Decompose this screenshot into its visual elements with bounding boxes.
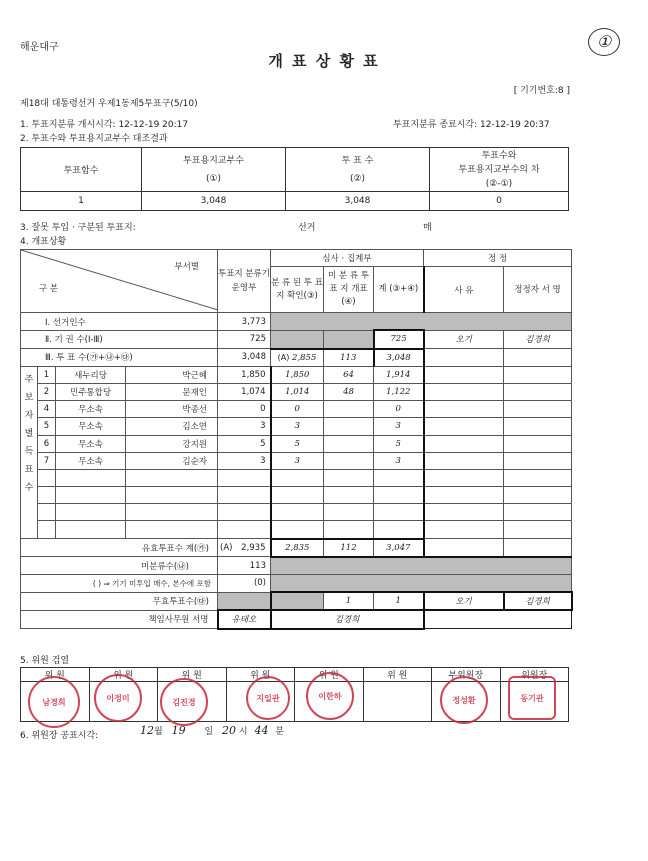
col-box-count: 투표함수 — [21, 148, 142, 192]
inspection-table: 위 원 위 원 위 원 위 원 위 원 위 원 부위원장 위원장 — [20, 667, 569, 722]
section-5-label: 5. 위원 검열 — [20, 656, 70, 666]
member-seal-5: 이한하 — [306, 672, 354, 720]
member-seal-3: 김진경 — [160, 678, 208, 726]
section-4-label: 4. 개표상황 — [20, 237, 67, 247]
member-seal-1: 남경희 — [28, 676, 80, 728]
election-name: 제18대 대통령선거 우제1동제5투표구(5/10) — [20, 99, 198, 109]
ballot-compare-table: 투표함수 투표용지교부수 (①) 투 표 수 (②) 투표수와 투표용지교부수의 차 (②-①) 1 3,048 3,048 0 — [20, 147, 569, 211]
count-status-table: 부서별 구 분 투표지 분류기 운영부 심사 · 집계부 정 정 분 류 된 투 표 지 확인(③) 미 분 류 투 표 지 개표(④) 계 (③+④) 사 유 정정자 서 명 Ⅰ. 선거인수 3,773 Ⅱ. 기 권 수(Ⅰ-Ⅲ) 725 725 오기 김경희 Ⅲ. 투 표 수(㉮+㉯+㉰) 3,048 (A) 2,855 113 3,048 주 보 자 별 득 표 수 1 새누리당 박근혜 1,850 1,850 64 1,914 2 민주통합당 문재인 1,074 1,014 48 1,122 4 무소속 박종선 0 0 0 5 무소속 김소연 3 3 3 6 무소속 강지원 5 5 5 7 무소속 김순자 3 3 3 유효투표수 계(㉮) (A) 2,935 2,835 112 3,047 미분류수(㉯) 113 ( ) ⇒ 기기 미투입 매수, 본수에 포함 (0) 무효투표수(㉰) 1 1 오기 김경희 책임사무원 서명 유태오 김경희 — [20, 249, 573, 630]
responsible-signature-1: 유태오 — [218, 610, 271, 628]
side-label: 주 보 자 별 득 표 수 — [21, 366, 38, 538]
sort-end-time: 투표지분류 종료시각: 12-12-19 20:37 — [393, 120, 550, 130]
section-2-label: 2. 투표수와 투표용지교부수 대조결과 — [20, 134, 168, 144]
section-3-label: 3. 잘못 투입 · 구분된 투표지: — [20, 223, 136, 233]
hand-abstain: 725 — [374, 330, 424, 348]
col-diff: 투표수와 투표용지교부수의 차 (②-①) — [430, 148, 569, 192]
announce-time: 12월 19 일 20 시 44 분 — [140, 724, 285, 737]
sheet-number-stamp: ① — [588, 28, 620, 56]
responsible-signature-2: 김경희 — [271, 610, 424, 628]
col-correction: 정 정 — [424, 250, 572, 267]
col-machine: 투표지 분류기 운영부 — [218, 250, 271, 313]
section-6-label: 6. 위원장 공표시각: — [20, 731, 99, 741]
col-issued: 투표용지교부수 (①) — [142, 148, 286, 192]
chair-seal: 동기관 — [508, 676, 556, 720]
machine-number: [ 기기번호:8 ] — [513, 86, 570, 96]
member-seal-4: 지일관 — [246, 676, 290, 720]
col-review: 심사 · 집계부 — [271, 250, 424, 267]
sort-start-time: 1. 투표지분류 개시시각: 12-12-19 20:17 — [20, 120, 189, 130]
header-corner: 부서별 구 분 — [21, 250, 218, 313]
page-title: 개 표 상 황 표 — [268, 52, 380, 70]
member-seal-2: 이정미 — [94, 674, 142, 722]
org-name: 해운대구 — [20, 42, 59, 53]
col-ballots: 투 표 수 (②) — [286, 148, 430, 192]
vice-chair-seal: 정성환 — [440, 676, 488, 724]
